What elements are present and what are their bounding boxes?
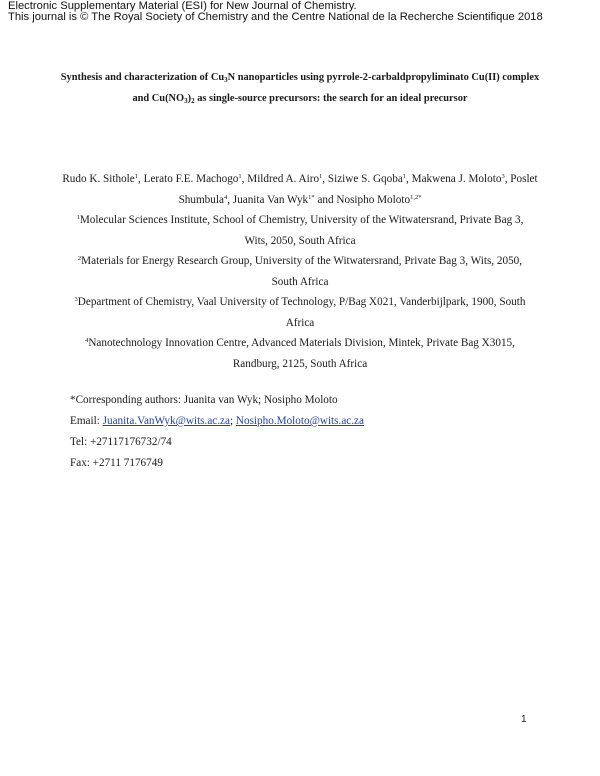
affiliation-4: $^4$Nanotechnology Innovation Centre, Advanced Materials Division, Mintek, Private Bag X3015, Randburg, 2125, South Africa <box>85 337 515 370</box>
email-link-vanwyk[interactable]: Juanita.VanWyk@wits.ac.za <box>102 415 230 427</box>
email-link-moloto[interactable]: Nosipho.Moloto@wits.ac.za <box>235 415 364 427</box>
page-number: 1 <box>521 714 527 725</box>
author-list: Rudo K. Sithole$^1$, Lerato F.E. Machogo$^1$, Mildred A. Airo$^1$, Siziwe S. Gqoba$^1$, Makwena J. Moloto$^3$, Poslet Shumbula$^4$, Juanita Van Wyk$^{1*}$ and Nosipho Moloto$^{1,2*}$ <box>62 173 538 206</box>
esi-header-line: Electronic Supplementary Material (ESI) for New Journal of Chemistry. <box>8 0 357 12</box>
telephone-line: Tel: +27117176732/74 <box>70 436 172 448</box>
affiliation-2: $^2$Materials for Energy Research Group, University of the Witwatersrand, Private Bag 3, Wits, 2050, South Africa <box>77 255 523 288</box>
affiliation-1: $^1$Molecular Sciences Institute, School of Chemistry, University of the Witwatersrand, Private Bag 3, Wits, 2050, South Africa <box>76 214 524 247</box>
affiliation-3: $^3$Department of Chemistry, Vaal University of Technology, P/Bag X021, Vanderbijlpark, 1900, South Africa <box>74 296 526 329</box>
paper-title: Synthesis and characterization of $Cu_3N$ nanoparticles using pyrrole-2-carbaldpropyliminato Cu(II) complex and $Cu(NO_3)_2$ as single-source precursors: the search for an ideal precursor <box>60 72 540 105</box>
email-label: Email: <box>70 415 103 427</box>
copyright-header-line: This journal is © The Royal Society of Chemistry and the Centre National de la Recherche Scientifique 2018 <box>8 11 543 23</box>
fax-line: Fax: +2711 7176749 <box>70 457 163 469</box>
corresponding-authors: *Corresponding authors: Juanita van Wyk; Nosipho Moloto <box>70 394 338 406</box>
email-line: Email: Juanita.VanWyk@wits.ac.za; Nosipho.Moloto@wits.ac.za <box>70 415 364 427</box>
